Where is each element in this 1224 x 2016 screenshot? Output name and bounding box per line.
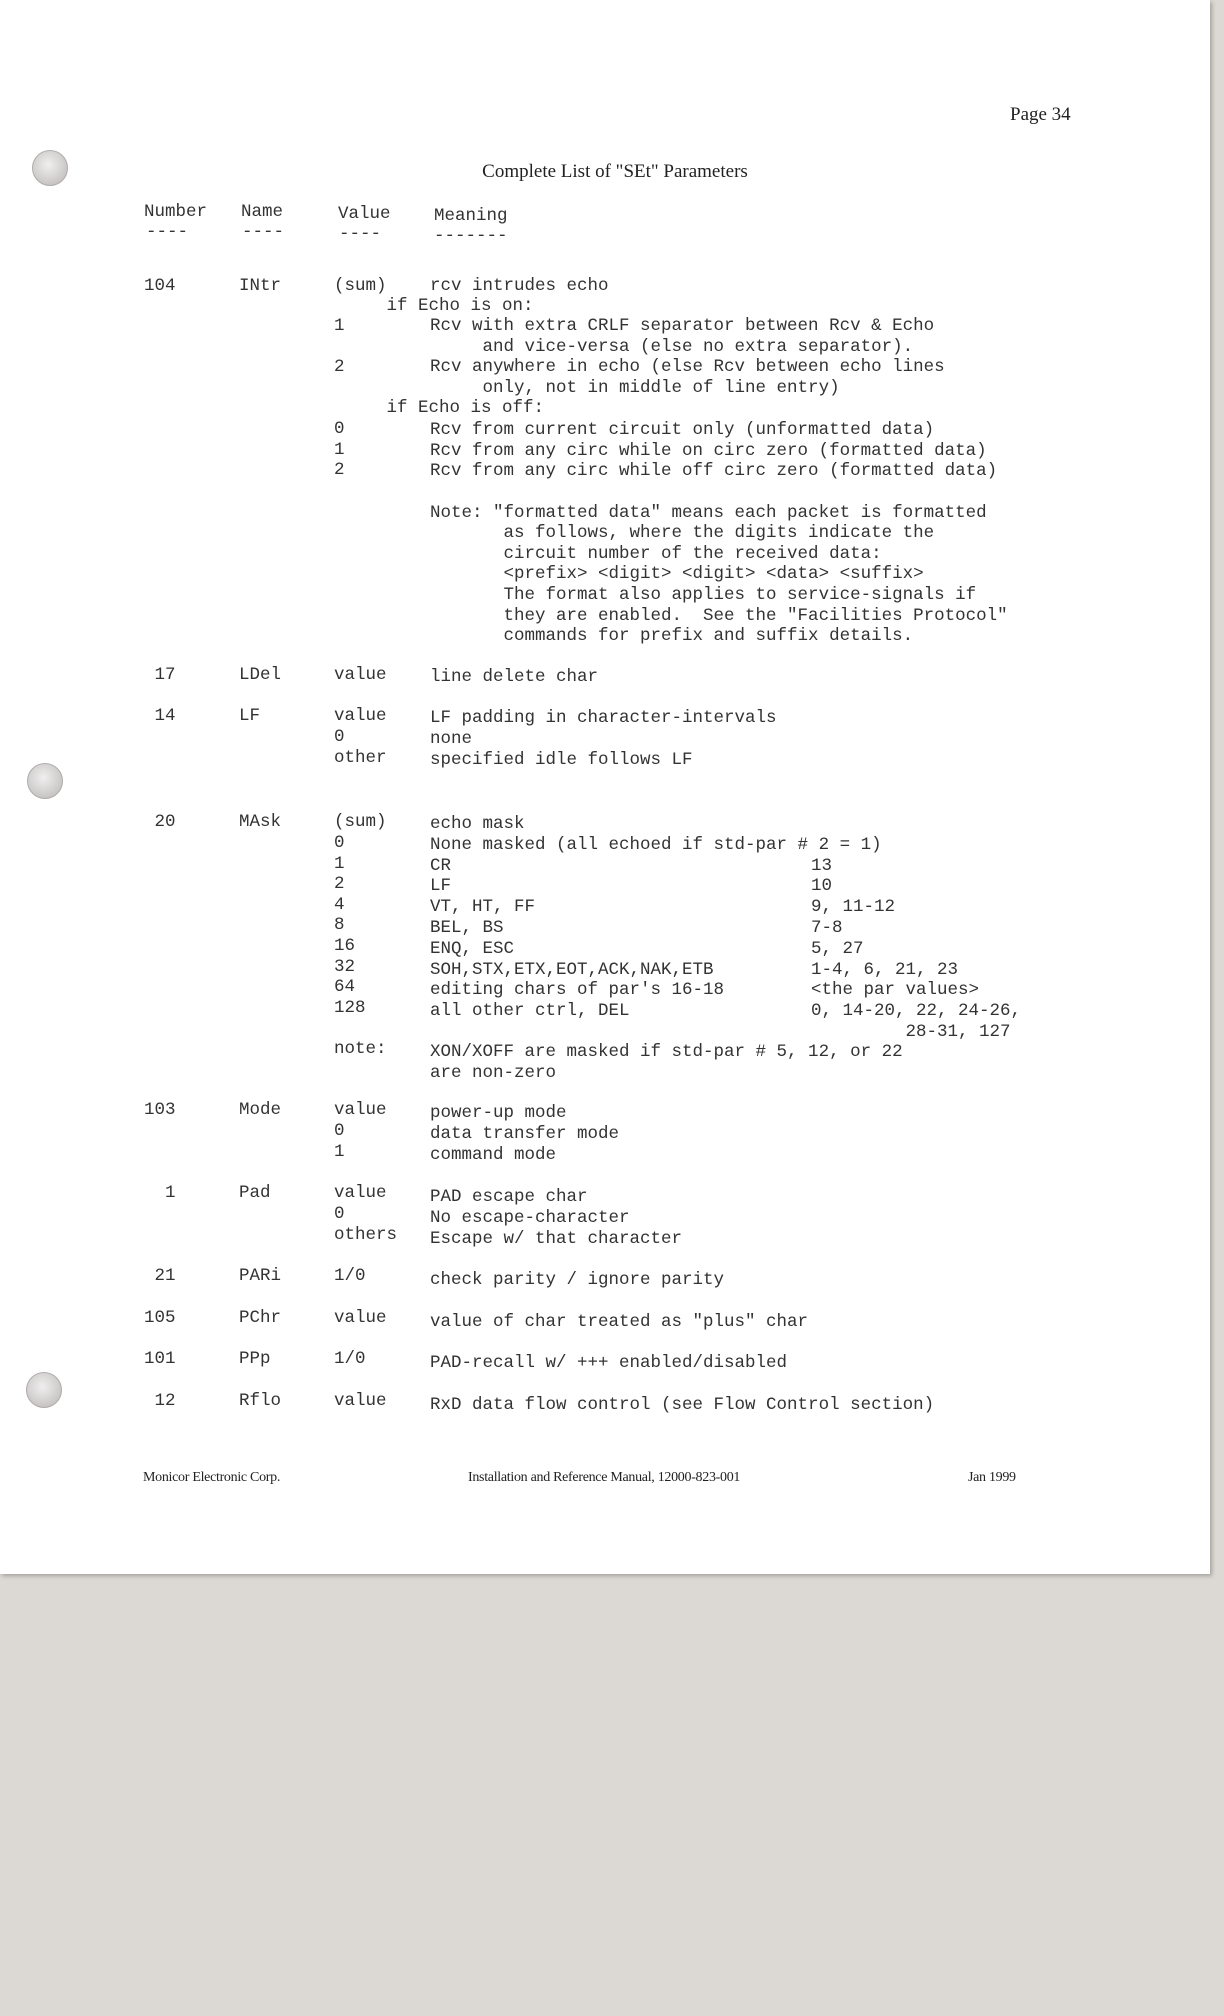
param-value: others [334, 1225, 398, 1245]
param-number: 104 [144, 276, 176, 296]
param-meaning: RxD data flow control (see Flow Control section) [430, 1395, 935, 1416]
param-char-codes: 0, 14-20, 22, 24-26, [811, 1000, 1022, 1021]
param-meaning: all other ctrl, DEL [430, 1000, 630, 1021]
param-value: if Echo is off: [334, 398, 545, 418]
param-value: if Echo is on: [334, 296, 534, 316]
underline-number: ---- [146, 222, 189, 242]
binder-hole-middle [27, 763, 63, 799]
page-number: Page 34 [1010, 104, 1071, 125]
param-meaning: VT, HT, FF [430, 897, 536, 918]
header-name: Name [241, 202, 284, 222]
param-meaning: None masked (all echoed if std-par # 2 = 1) [430, 835, 882, 856]
param-meaning: <prefix> <digit> <digit> <data> <suffix> [430, 564, 924, 585]
page-title: Complete List of "SEt" Parameters [482, 161, 748, 182]
underline-name: ---- [242, 222, 285, 242]
param-meaning: Rcv anywhere in echo (else Rcv between echo lines [430, 357, 945, 378]
param-value: 128 [334, 998, 366, 1018]
param-name: LF [239, 706, 261, 726]
param-meaning: PAD-recall w/ +++ enabled/disabled [430, 1353, 788, 1374]
param-value: (sum) [334, 276, 387, 296]
param-meaning: Rcv from any circ while on circ zero (formatted data) [430, 440, 987, 461]
param-value: 1/0 [334, 1266, 366, 1286]
footer-company: Monicor Electronic Corp. [143, 1470, 281, 1485]
param-meaning: editing chars of par's 16-18 [430, 979, 725, 1000]
param-meaning: XON/XOFF are masked if std-par # 5, 12, or 22 [430, 1042, 903, 1063]
param-number: 103 [144, 1100, 176, 1120]
param-meaning: check parity / ignore parity [430, 1269, 725, 1290]
param-value: value [334, 706, 387, 726]
param-meaning: PAD escape char [430, 1186, 588, 1207]
param-value: 1/0 [334, 1349, 366, 1369]
param-value: (sum) [334, 812, 387, 832]
param-number: 14 [144, 706, 176, 726]
param-meaning: only, not in middle of line entry) [430, 378, 840, 399]
param-number: 1 [144, 1183, 176, 1203]
param-meaning: ENQ, ESC [430, 938, 515, 959]
param-meaning: Escape w/ that character [430, 1228, 683, 1249]
param-value: 1 [334, 316, 345, 336]
param-value: 2 [334, 357, 345, 377]
param-char-codes: 9, 11-12 [811, 897, 896, 918]
param-value: 2 [334, 874, 345, 894]
param-value: 1 [334, 1142, 345, 1162]
param-value: value [334, 1391, 387, 1411]
param-number: 101 [144, 1349, 176, 1369]
param-value: 2 [334, 460, 345, 480]
param-value: 1 [334, 854, 345, 874]
param-meaning: command mode [430, 1145, 557, 1166]
underline-meaning: ------- [434, 226, 508, 246]
footer-date: Jan 1999 [968, 1470, 1016, 1485]
param-meaning: value of char treated as "plus" char [430, 1312, 809, 1333]
param-value: other [334, 748, 387, 768]
param-name: LDel [239, 665, 282, 685]
param-value: 32 [334, 957, 356, 977]
param-name: Mode [239, 1100, 282, 1120]
param-meaning: CR [430, 856, 452, 877]
header-number: Number [144, 202, 208, 222]
param-meaning: data transfer mode [430, 1124, 620, 1145]
param-value: 8 [334, 915, 345, 935]
param-char-codes: 7-8 [811, 917, 843, 938]
underline-value: ---- [339, 224, 382, 244]
param-number: 105 [144, 1308, 176, 1328]
param-meaning: they are enabled. See the "Facilities Protocol" [430, 606, 1008, 627]
param-meaning: Rcv from current circuit only (unformatted data) [430, 419, 935, 440]
param-char-codes: 13 [811, 856, 833, 877]
param-char-codes: 10 [811, 876, 833, 897]
param-meaning: specified idle follows LF [430, 749, 693, 770]
param-char-codes: <the par values> [811, 979, 980, 1000]
footer-manual: Installation and Reference Manual, 12000-823-001 [468, 1470, 741, 1485]
param-meaning: Rcv with extra CRLF separator between Rcv & Echo [430, 316, 935, 337]
param-value: 0 [334, 419, 345, 439]
param-meaning: line delete char [430, 666, 599, 687]
param-value: value [334, 1308, 387, 1328]
param-value: 0 [334, 833, 345, 853]
param-name: PARi [239, 1266, 282, 1286]
header-meaning: Meaning [434, 206, 508, 226]
param-name: Pad [239, 1183, 271, 1203]
param-meaning: none [430, 728, 473, 749]
param-char-codes: 28-31, 127 [811, 1021, 1011, 1042]
param-name: Rflo [239, 1391, 282, 1411]
param-meaning: LF padding in character-intervals [430, 707, 777, 728]
param-meaning: as follows, where the digits indicate the [430, 522, 935, 543]
param-number: 17 [144, 665, 176, 685]
param-number: 20 [144, 812, 176, 832]
param-value: 1 [334, 440, 345, 460]
param-meaning: Note: "formatted data" means each packet is formatted [430, 502, 987, 523]
param-value: 0 [334, 1204, 345, 1224]
param-meaning: Rcv from any circ while off circ zero (formatted data) [430, 460, 998, 481]
param-name: MAsk [239, 812, 282, 832]
param-value: note: [334, 1039, 387, 1059]
param-meaning: SOH,STX,ETX,EOT,ACK,NAK,ETB [430, 959, 714, 980]
param-char-codes: 1-4, 6, 21, 23 [811, 959, 959, 980]
param-value: 0 [334, 727, 345, 747]
param-name: INtr [239, 276, 282, 296]
param-value: 64 [334, 977, 356, 997]
param-char-codes: 5, 27 [811, 938, 864, 959]
param-meaning: No escape-character [430, 1207, 630, 1228]
param-meaning: echo mask [430, 814, 525, 835]
param-meaning: are non-zero [430, 1063, 557, 1084]
param-number: 12 [144, 1391, 176, 1411]
param-meaning: commands for prefix and suffix details. [430, 626, 914, 647]
param-value: value [334, 1100, 387, 1120]
param-meaning: circuit number of the received data: [430, 544, 882, 565]
param-name: PPp [239, 1349, 271, 1369]
param-meaning: and vice-versa (else no extra separator). [430, 337, 914, 358]
param-value: 0 [334, 1121, 345, 1141]
param-value: value [334, 665, 387, 685]
param-value: 4 [334, 895, 345, 915]
param-meaning: rcv intrudes echo [430, 276, 609, 296]
param-number: 21 [144, 1266, 176, 1286]
param-meaning: The format also applies to service-signals if [430, 585, 977, 606]
param-name: PChr [239, 1308, 282, 1328]
param-value: 16 [334, 936, 356, 956]
param-value: value [334, 1183, 387, 1203]
binder-hole-bottom [26, 1372, 62, 1408]
param-meaning: BEL, BS [430, 917, 504, 938]
param-meaning: power-up mode [430, 1103, 567, 1124]
param-meaning: LF [430, 876, 452, 897]
header-value: Value [338, 204, 391, 224]
